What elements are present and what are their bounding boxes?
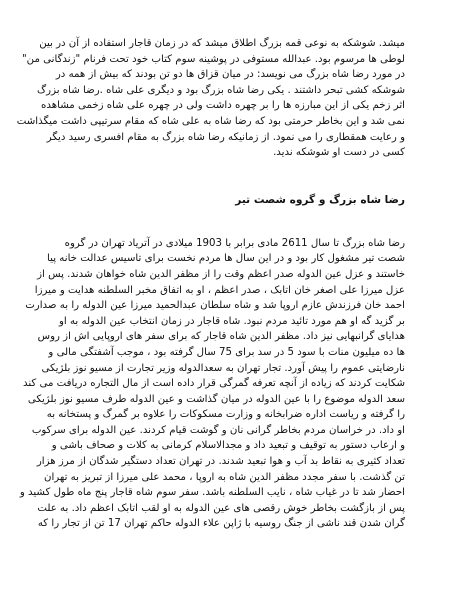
paragraph-shoshke: [16, 36, 405, 161]
text-line: پس از بازگشت بخاطر خوش رقصی های عین الدوله به او لقب اتابک اعظم داد. به علت: [37, 502, 405, 514]
text-line: ها ده میلیون منات با سود 5 در سد برای 75 سال گرفته بود ، موجب آشفتگی مالی و: [48, 346, 405, 358]
text-line: احضار شد تا در غیاب شاه ، نایب السلطنه باشد. سفر سوم شاه قاجار پنج ماه طول کشید و: [19, 487, 405, 499]
text-line: عزل میرزا علی اصغر خان اتابک ، صدر اعظم ، او به اتفاق مخبر السلطنه هدایت و میرزا: [34, 284, 405, 296]
text-line: شصت تیر مشغول کار بود و در این سال ها مردم نخست برای تاسیس عدالت خانه پیا: [47, 253, 405, 265]
text-line: شوشکه کشی تبحر داشتند . یکی رضا شاه بزرگ بود و دیگری علی شاه .رضا شاه بزرگ: [37, 84, 405, 96]
paragraph-sixty-shot-group: [19, 236, 405, 532]
text-line: شکایت کردند که زیاده از آنچه تعرفه گمرگی قرار داده است از مال التجاره دریافت می کند: [22, 378, 405, 390]
text-line: احمد خان فرزندش عازم اروپا شد و شاه سلطان عبدالحمید میرزا عین الدوله را به صدارت: [25, 300, 405, 312]
text-line: هدایای گرانبهایی نیز داد. مظفر الدین شاه قاجار که برای سفر های اروپایی اش از روس: [37, 331, 405, 343]
text-line: گران شدن قند ناشی از جنگ روسیه با ژاپن علاء الدوله حاکم تهران 17 تن از تجار را که: [37, 518, 405, 530]
text-line: نمی شد و این بخاطر حرمتی بود که رضا شاه به علی شاه که مقام سرتیپی داشت میگذاشت: [16, 115, 405, 127]
text-line: تن گذشت. با سفر مجدد مظفر الدین شاه به اروپا ، محمد علی میرزا از تبریز به تهران: [43, 471, 405, 483]
section-heading: رضا شاه بزرگ و گروه شصت تیر: [235, 193, 405, 206]
text-line: میشد. شوشکه به نوعی قمه بزرگ اطلاق میشد که در زمان قاجار استفاده از آن در بین: [39, 38, 405, 49]
text-line: را گرفته و ریاست اداره ضرابخانه و وزارت مسکوکات را علاوه بر گمرگ و پستخانه به: [46, 409, 405, 421]
text-line: بر گزید گه او هم مورد تائید مردم نبود. شاه قاجار در زمان انتخاب عین الدوله به او: [58, 315, 405, 327]
text-line: در مورد رضا شاه بزرگ می نویسد: در میان قزاق ها دو تن بودند که بیش از همه در: [55, 69, 405, 81]
text-line: و رعایت همقطاری را می نمود. از زمانیکه رضا شاه بزرگ به مقام افسری رسید دیگر: [46, 131, 405, 143]
text-line: خاستند و عزل عین الدوله صدر اعظم وقت را از مظفر الدین شاه خواهان شدند. پس از: [37, 268, 405, 280]
text-line: اثر زخم یکی از این مبارزه ها را بر چهره داشت ولی در چهره علی شاه زخمی مشاهده: [41, 100, 405, 112]
text-line: و ارعاب دستور به توقیف و تبعید داد و مجدالاسلام کرمانی به کلات و صحاف باشی و: [51, 440, 405, 452]
text-line: لوطی ها مرسوم بود. عبدالله مستوفی در پوشینه سوم کتاب خود تحت فرنام "زندگانی من": [22, 53, 405, 65]
text-line: نارضایتی عموم را پیش آورد. تجار تهران به سعدالدوله وزیر تجارت از مسیو نوز بلژیکی: [41, 362, 405, 374]
text-line: سعد الدوله موضوع را با عین الدوله در میان گذاشت و عین الدوله طرف مسیو نوز بلژیکی: [27, 393, 405, 405]
text-line: کسی در دست او شوشکه ندید.: [273, 147, 405, 159]
text-line: رضا شاه بزرگ تا سال 2611 مادی برابر با 1903 میلادی در آتریاد تهران در گروه: [64, 237, 405, 249]
text-line: او داد. در خراسان مردم بخاطر گرانی نان و گوشت قیام کردند. عین الدوله برای سرکوب: [31, 424, 405, 436]
text-line: تعداد کثیری به نقاط بد آب و هوا تبعید شدند. در تهران تعداد دستگیر شدگان از مرز هزار: [36, 456, 405, 468]
